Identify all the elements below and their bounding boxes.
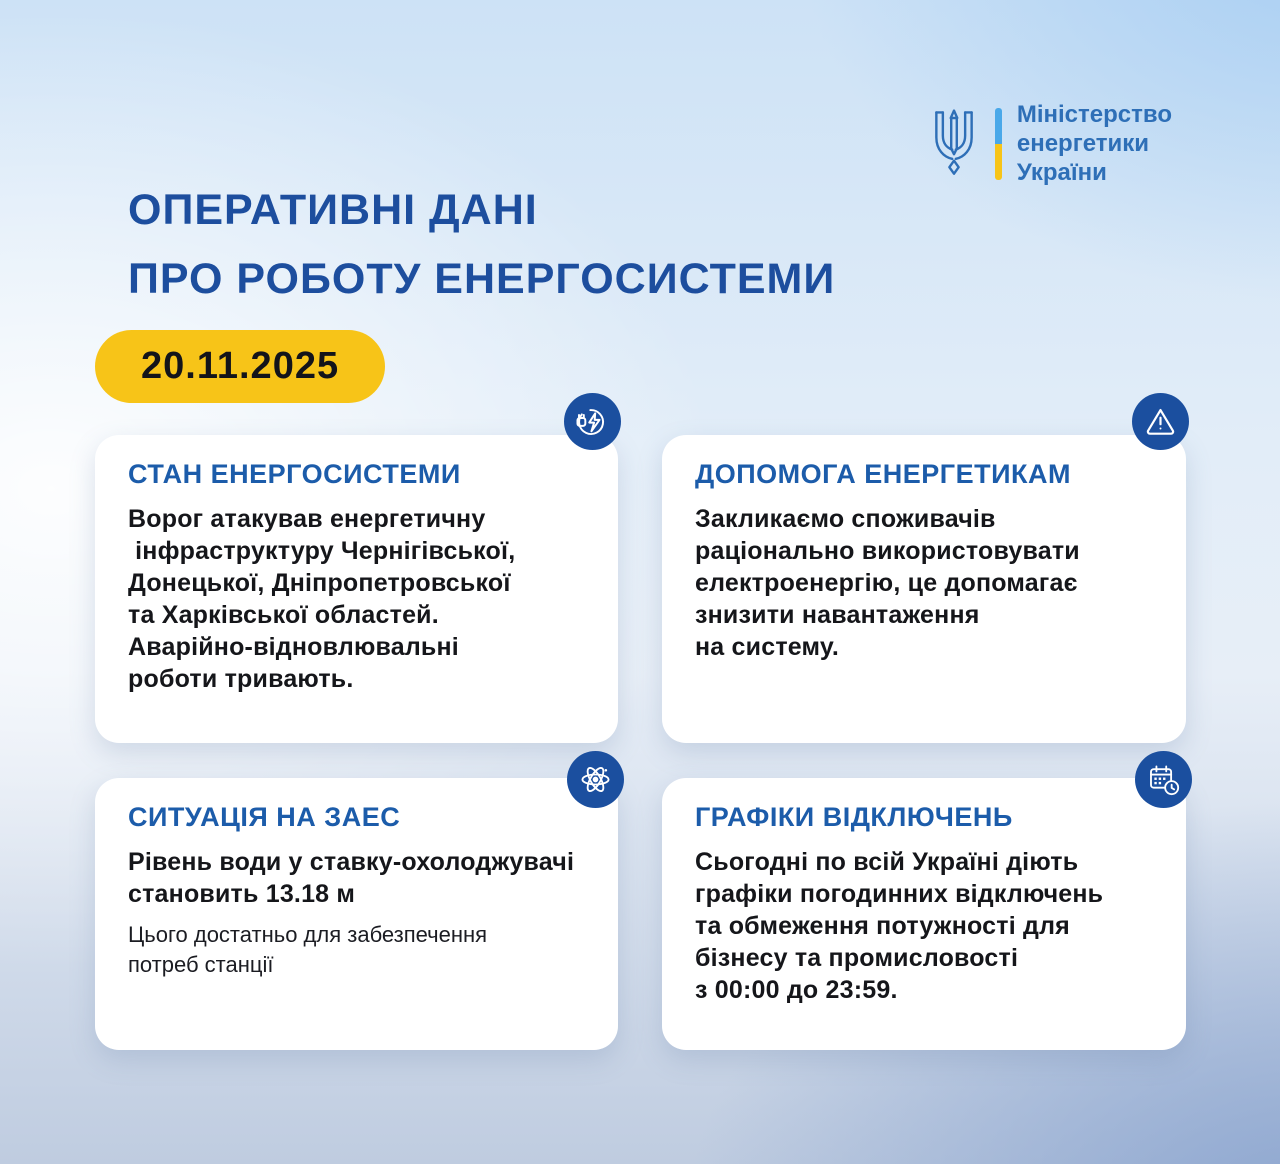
ministry-name: Міністерство енергетики України: [1016, 101, 1172, 186]
card-energy-system-state: [95, 435, 618, 743]
card-znpp-situation: [95, 778, 618, 1050]
cards-grid: [95, 435, 1186, 1050]
card-help-energy-workers: [662, 435, 1186, 743]
atom-icon: [567, 751, 624, 808]
card-outage-schedules: [662, 778, 1186, 1050]
plug-lightning-icon: [564, 393, 621, 450]
card-title: ГРАФІКИ ВІДКЛЮЧЕНЬ: [695, 802, 1013, 832]
card-title: СИТУАЦІЯ НА ЗАЕС: [128, 802, 401, 832]
ukraine-trident-icon: [928, 105, 980, 183]
card-body: Ворог атакував енергетичну інфраструктуру Чернігівської, Донецької, Дніпропетровської та Харківської областей. Аварійно-відновлювальні роботи тривають.: [128, 505, 516, 693]
date-badge: 20.11.2025: [95, 330, 385, 403]
card-body: Сьогодні по всій Україні діють графіки погодинних відключень та обмеження потужності для бізнесу та промисловості з 00:00 до 23:59.: [695, 848, 1104, 1004]
card-title: ДОПОМОГА ЕНЕРГЕТИКАМ: [695, 459, 1071, 489]
ministry-logo: [928, 100, 1172, 187]
card-note: Цього достатньо для забезпечення потреб станції: [128, 922, 488, 977]
calendar-clock-icon: [1135, 751, 1192, 808]
warning-icon: [1132, 393, 1189, 450]
page-title: ОПЕРАТИВНІ ДАНІ ПРО РОБОТУ ЕНЕРГОСИСТЕМИ: [128, 186, 836, 303]
flag-divider: [995, 108, 1002, 180]
card-body: Закликаємо споживачів раціонально використовувати електроенергію, це допомагає знизити навантаження на систему.: [695, 505, 1080, 661]
card-title: СТАН ЕНЕРГОСИСТЕМИ: [128, 459, 461, 489]
card-body: Рівень води у ставку-охолоджувачі становить 13.18 м: [128, 848, 575, 908]
